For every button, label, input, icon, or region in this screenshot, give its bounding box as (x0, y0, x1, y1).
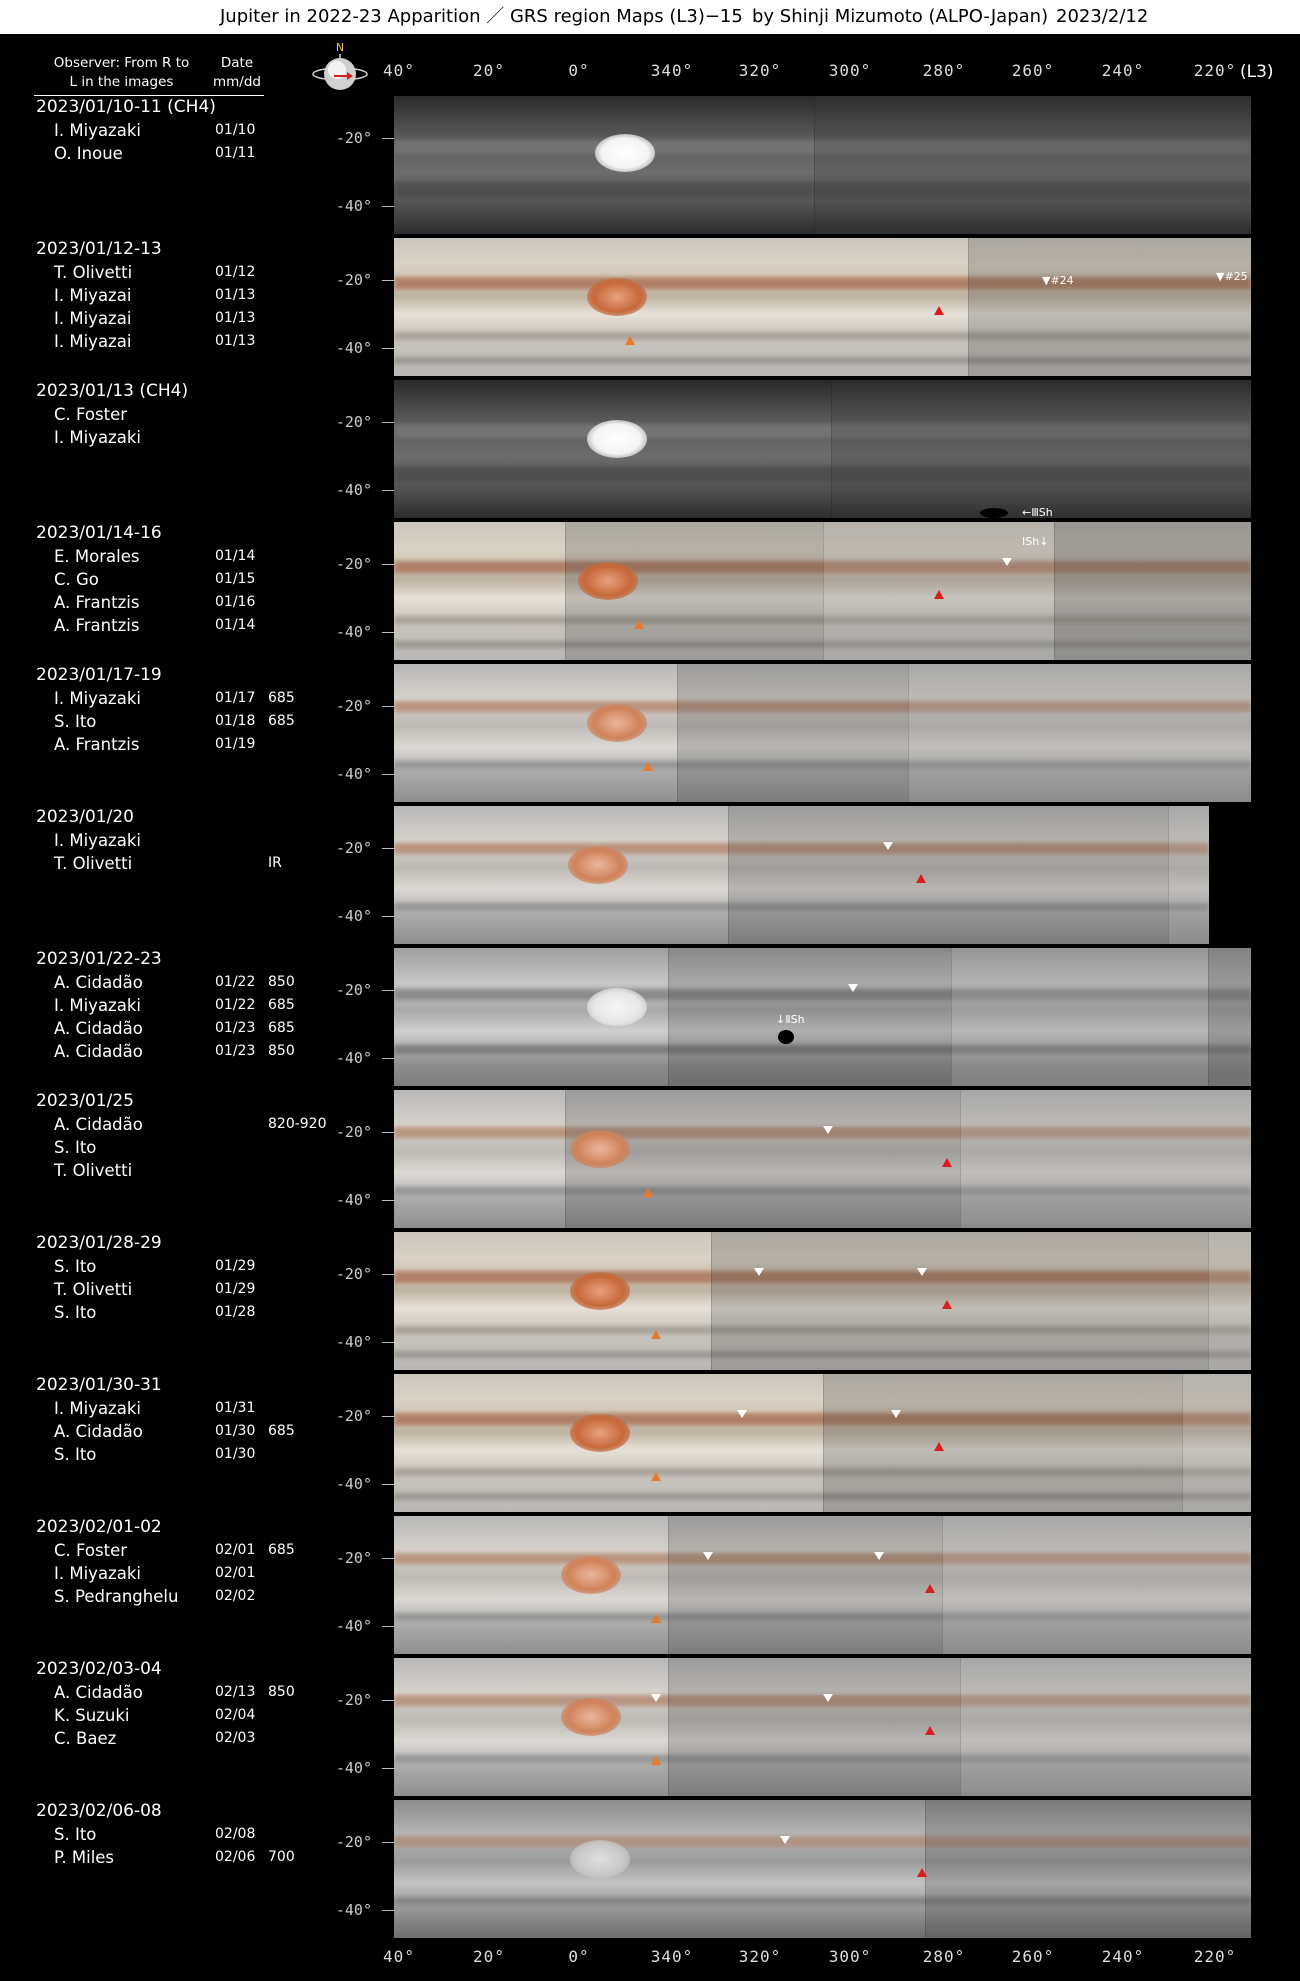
date-header-label: Date mm/dd (213, 55, 261, 90)
white-marker-icon (848, 984, 858, 992)
red-marker-icon (942, 1158, 952, 1167)
observer-row (0, 142, 320, 165)
observer-name: O. Inoue (54, 144, 123, 163)
observer-row (0, 1017, 320, 1040)
observer-row (0, 614, 320, 637)
observation-date: 01/14 (215, 548, 256, 564)
filter-wavelength: 685 (268, 1020, 295, 1036)
observer-row (0, 710, 320, 733)
great-red-spot (570, 1130, 630, 1168)
map-strip (394, 238, 1251, 376)
observer-name: A. Frantzis (54, 735, 140, 754)
observer-row (0, 1113, 327, 1136)
great-red-spot (568, 846, 628, 884)
mosaic-segment (951, 948, 1251, 1086)
latitude-label: -40° (335, 765, 372, 783)
map-title: Jupiter in 2022-23 Apparition ／ GRS region Maps (L3)−15 (220, 6, 743, 27)
great-red-spot (578, 562, 638, 600)
observer-row (0, 1823, 320, 1846)
latitude-tick (382, 1200, 394, 1201)
latitude-tick (382, 1842, 394, 1843)
white-marker-icon (891, 1410, 901, 1418)
compass-icon (312, 40, 368, 96)
observer-row (0, 971, 320, 994)
latitude-tick (382, 138, 394, 139)
latitude-label: -20° (335, 1123, 372, 1141)
observer-row (0, 1040, 320, 1063)
latitude-label: -20° (335, 1549, 372, 1567)
white-marker-icon (883, 842, 893, 850)
latitude-tick (382, 632, 394, 633)
observer-name: I. Miyazaki (54, 996, 141, 1015)
latitude-label: -20° (335, 1407, 372, 1425)
observer-name: A. Frantzis (54, 593, 140, 612)
white-marker-icon (651, 1694, 661, 1702)
orange-marker-icon (643, 762, 653, 771)
latitude-tick (382, 1910, 394, 1911)
satellite-shadow-label: ⅠSh↓ (1022, 535, 1049, 548)
latitude-label: -20° (335, 1265, 372, 1283)
observation-date: 01/22 (215, 997, 256, 1013)
latitude-tick (382, 990, 394, 991)
latitude-label: -40° (335, 1049, 372, 1067)
section-date-label: 2023/01/28-29 (36, 1233, 162, 1253)
observer-name: A. Cidadão (54, 973, 143, 992)
section-date-label: 2023/01/13 (CH4) (36, 381, 189, 401)
observation-date: 01/22 (215, 974, 256, 990)
observer-name: I. Miyazai (54, 286, 132, 305)
observation-date: 01/29 (215, 1281, 256, 1297)
orange-marker-icon (651, 1756, 661, 1765)
mosaic-segment (814, 96, 1251, 234)
latitude-label: -20° (335, 839, 372, 857)
latitude-label: -20° (335, 981, 372, 999)
latitude-tick (382, 1274, 394, 1275)
latitude-label: -40° (335, 1617, 372, 1635)
longitude-label-top: 20° (473, 61, 505, 80)
white-marker-icon (754, 1268, 764, 1276)
mosaic-segment (1208, 1232, 1251, 1370)
mosaic-segment (728, 806, 1209, 944)
latitude-tick (382, 1768, 394, 1769)
observer-name: A. Frantzis (54, 616, 140, 635)
observer-name: I. Miyazaki (54, 1564, 141, 1583)
section-date-label: 2023/01/25 (36, 1091, 134, 1111)
longitude-label-bottom: 0° (568, 1947, 590, 1966)
observer-name: T. Olivetti (54, 1280, 133, 1299)
svg-text:N: N (335, 41, 345, 54)
observer-name: A. Cidadão (54, 1683, 143, 1702)
orange-marker-icon (651, 1614, 661, 1623)
section-date-label: 2023/01/14-16 (36, 523, 162, 543)
system-label: (L3) (1240, 62, 1274, 82)
observer-row (0, 1704, 320, 1727)
observation-date: 01/30 (215, 1446, 256, 1462)
author-credit: by Shinji Mizumoto (ALPO-Japan) (752, 6, 1049, 27)
red-marker-icon (934, 1442, 944, 1451)
observation-date: 01/30 (215, 1423, 256, 1439)
observer-name: T. Olivetti (54, 263, 133, 282)
filter-wavelength: 685 (268, 1542, 295, 1558)
longitude-label-top: 340° (650, 61, 694, 80)
latitude-tick (382, 706, 394, 707)
latitude-label: -20° (335, 1833, 372, 1851)
observer-name: I. Miyazai (54, 309, 132, 328)
observer-row (0, 1136, 320, 1159)
latitude-label: -20° (335, 271, 372, 289)
filter-wavelength: 685 (268, 690, 295, 706)
latitude-label: -40° (335, 1759, 372, 1777)
map-strip (394, 1658, 1251, 1796)
section-date-label: 2023/02/03-04 (36, 1659, 162, 1679)
longitude-label-top: 220° (1193, 61, 1237, 80)
latitude-tick (382, 564, 394, 565)
observation-date: 01/17 (215, 690, 256, 706)
observer-name: S. Ito (54, 1138, 97, 1157)
mosaic-segment (1208, 948, 1251, 1086)
observer-row (0, 330, 320, 353)
great-red-spot (587, 704, 647, 742)
observation-date: 01/19 (215, 736, 256, 752)
title-bar (0, 0, 1300, 34)
longitude-label-top: 0° (568, 61, 590, 80)
mosaic-segment (908, 664, 1251, 802)
observer-row (0, 1443, 320, 1466)
latitude-label: -20° (335, 1691, 372, 1709)
latitude-label: -40° (335, 1901, 372, 1919)
observer-row (0, 426, 320, 449)
observer-row (0, 568, 320, 591)
observer-row (0, 545, 320, 568)
map-strip (394, 806, 1209, 944)
observer-name: S. Ito (54, 1257, 97, 1276)
latitude-tick (382, 1700, 394, 1701)
satellite-shadow-label: ↓ⅡSh (776, 1013, 805, 1026)
map-strip (394, 1516, 1251, 1654)
observer-name: A. Cidadão (54, 1019, 143, 1038)
longitude-label-bottom: 20° (473, 1947, 505, 1966)
longitude-label-bottom: 280° (922, 1947, 966, 1966)
observation-date: 01/18 (215, 713, 256, 729)
mosaic-segment (925, 1800, 1251, 1938)
observer-row (0, 733, 320, 756)
red-marker-icon (925, 1584, 935, 1593)
observer-row (0, 994, 320, 1017)
latitude-tick (382, 206, 394, 207)
great-red-spot (570, 1272, 630, 1310)
observer-name: C. Foster (54, 405, 128, 424)
observer-row (0, 1397, 320, 1420)
map-strip (394, 522, 1251, 660)
spot-25-label: ▼#25 (1216, 270, 1248, 283)
mosaic-segment (1182, 1374, 1251, 1512)
observation-date: 01/13 (215, 333, 256, 349)
observer-row (0, 1159, 320, 1182)
observer-row (0, 1846, 320, 1869)
white-marker-icon (780, 1836, 790, 1844)
filter-wavelength: 685 (268, 713, 295, 729)
latitude-label: -40° (335, 197, 372, 215)
filter-wavelength: 850 (268, 974, 295, 990)
observation-date: 01/10 (215, 122, 256, 138)
latitude-label: -40° (335, 339, 372, 357)
observer-name: K. Suzuki (54, 1706, 130, 1725)
white-marker-icon (917, 1268, 927, 1276)
latitude-label: -40° (335, 1191, 372, 1209)
observation-date: 01/11 (215, 145, 256, 161)
red-marker-icon (934, 590, 944, 599)
latitude-tick (382, 774, 394, 775)
latitude-tick (382, 1558, 394, 1559)
map-strip (394, 664, 1251, 802)
white-marker-icon (823, 1126, 833, 1134)
great-red-spot (587, 988, 647, 1026)
latitude-tick (382, 280, 394, 281)
filter-wavelength: 850 (268, 1043, 295, 1059)
filter-wavelength: 850 (268, 1684, 295, 1700)
observer-row (0, 1420, 320, 1443)
section-date-label: 2023/01/10-11 (CH4) (36, 97, 216, 117)
observer-name: I. Miyazaki (54, 689, 141, 708)
observer-name: T. Olivetti (54, 854, 133, 873)
red-marker-icon (942, 1300, 952, 1309)
orange-marker-icon (625, 336, 635, 345)
satellite-shadow-dot (778, 1030, 794, 1044)
observation-date: 02/06 (215, 1849, 256, 1865)
orange-marker-icon (643, 1188, 653, 1197)
observer-name: A. Cidadão (54, 1042, 143, 1061)
section-date-label: 2023/01/12-13 (36, 239, 162, 259)
white-marker-icon (1002, 558, 1012, 566)
observer-row (0, 403, 320, 426)
white-marker-icon (874, 1552, 884, 1560)
longitude-label-bottom: 340° (650, 1947, 694, 1966)
observer-row (0, 1255, 320, 1278)
white-marker-icon (703, 1552, 713, 1560)
observation-date: 01/23 (215, 1020, 256, 1036)
latitude-label: -20° (335, 129, 372, 147)
section-date-label: 2023/01/20 (36, 807, 134, 827)
great-red-spot (587, 278, 647, 316)
observer-row (0, 1278, 320, 1301)
latitude-label: -20° (335, 555, 372, 573)
observer-name: A. Cidadão (54, 1422, 143, 1441)
observer-row (0, 1539, 320, 1562)
observer-row (0, 829, 320, 852)
orange-marker-icon (651, 1330, 661, 1339)
latitude-tick (382, 916, 394, 917)
observer-name: T. Olivetti (54, 1161, 133, 1180)
map-strip (394, 1800, 1251, 1938)
observer-name: I. Miyazaki (54, 428, 141, 447)
latitude-tick (382, 1484, 394, 1485)
latitude-tick (382, 422, 394, 423)
observer-row (0, 687, 320, 710)
observer-row (0, 261, 320, 284)
observation-date: 02/02 (215, 1588, 256, 1604)
observation-date: 01/29 (215, 1258, 256, 1274)
observer-row (0, 1585, 320, 1608)
observation-date: 02/04 (215, 1707, 256, 1723)
section-date-label: 2023/02/01-02 (36, 1517, 162, 1537)
observation-date: 02/01 (215, 1542, 256, 1558)
filter-wavelength: IR (268, 855, 282, 871)
longitude-label-top: 320° (738, 61, 782, 80)
observation-date: 01/12 (215, 264, 256, 280)
longitude-label-bottom: 260° (1011, 1947, 1055, 1966)
observer-name: S. Ito (54, 712, 97, 731)
longitude-label-bottom: 240° (1101, 1947, 1145, 1966)
filter-wavelength: 820-920 (268, 1116, 327, 1132)
observation-date: 01/14 (215, 617, 256, 633)
latitude-label: -20° (335, 697, 372, 715)
longitude-label-top: 40° (383, 61, 415, 80)
observer-name: I. Miyazaki (54, 831, 141, 850)
orange-marker-icon (651, 1472, 661, 1481)
observation-date: 01/13 (215, 310, 256, 326)
observer-row (0, 1562, 320, 1585)
latitude-label: -40° (335, 1475, 372, 1493)
filter-wavelength: 685 (268, 997, 295, 1013)
longitude-label-top: 240° (1101, 61, 1145, 80)
filter-wavelength: 700 (268, 1849, 295, 1865)
latitude-label: -40° (335, 907, 372, 925)
observer-name: S. Ito (54, 1825, 97, 1844)
section-date-label: 2023/01/30-31 (36, 1375, 162, 1395)
latitude-tick (382, 1342, 394, 1343)
great-red-spot (561, 1698, 621, 1736)
mosaic-segment (1054, 522, 1251, 660)
observation-date: 01/23 (215, 1043, 256, 1059)
observer-header-label: Observer: From R to L in the images (53, 55, 190, 90)
observer-row (0, 284, 320, 307)
observer-row (0, 307, 320, 330)
latitude-tick (382, 1058, 394, 1059)
observation-date: 02/03 (215, 1730, 256, 1746)
observer-name: P. Miles (54, 1848, 115, 1867)
satellite-shadow-label: ←ⅢSh (1022, 506, 1053, 519)
observer-row (0, 1727, 320, 1750)
section-date-label: 2023/01/17-19 (36, 665, 162, 685)
observer-row (0, 591, 320, 614)
red-marker-icon (925, 1726, 935, 1735)
observer-row (0, 852, 320, 875)
longitude-label-bottom: 300° (828, 1947, 872, 1966)
map-strip (394, 1090, 1251, 1228)
observation-date: 02/08 (215, 1826, 256, 1842)
observation-date: 02/01 (215, 1565, 256, 1581)
satellite-shadow-dot (980, 508, 1008, 518)
observation-date: 01/28 (215, 1304, 256, 1320)
latitude-tick (382, 348, 394, 349)
white-marker-icon (737, 1410, 747, 1418)
observation-date: 01/16 (215, 594, 256, 610)
great-red-spot (595, 134, 655, 172)
observer-name: C. Baez (54, 1729, 117, 1748)
mosaic-segment (1168, 806, 1209, 944)
observation-date: 02/13 (215, 1684, 256, 1700)
mosaic-segment (960, 1090, 1251, 1228)
observer-name: C. Foster (54, 1541, 128, 1560)
observation-date: 01/13 (215, 287, 256, 303)
great-red-spot (570, 1840, 630, 1878)
great-red-spot (587, 420, 647, 458)
observation-date: 01/15 (215, 571, 256, 587)
latitude-tick (382, 1626, 394, 1627)
spot-24-label: ▼#24 (1042, 274, 1074, 287)
observer-name: I. Miyazaki (54, 121, 141, 140)
longitude-label-bottom: 320° (738, 1947, 782, 1966)
mosaic-segment (711, 1232, 1251, 1370)
latitude-label: -40° (335, 1333, 372, 1351)
observer-name: S. Ito (54, 1303, 97, 1322)
red-marker-icon (934, 306, 944, 315)
white-marker-icon (823, 1694, 833, 1702)
great-red-spot (570, 1414, 630, 1452)
section-date-label: 2023/01/22-23 (36, 949, 162, 969)
map-strip (394, 1232, 1251, 1370)
orange-marker-icon (634, 620, 644, 629)
red-marker-icon (917, 1868, 927, 1877)
great-red-spot (561, 1556, 621, 1594)
publication-date: 2023/2/12 (1056, 6, 1149, 27)
latitude-tick (382, 1132, 394, 1133)
map-strip (394, 948, 1251, 1086)
latitude-tick (382, 1416, 394, 1417)
observer-name: I. Miyazaki (54, 1399, 141, 1418)
observer-name: S. Ito (54, 1445, 97, 1464)
longitude-label-top: 300° (828, 61, 872, 80)
observer-row (0, 1301, 320, 1324)
observer-name: I. Miyazai (54, 332, 132, 351)
observer-name: E. Morales (54, 547, 140, 566)
section-date-label: 2023/02/06-08 (36, 1801, 162, 1821)
map-strip (394, 96, 1251, 234)
longitude-label-bottom: 40° (383, 1947, 415, 1966)
longitude-label-top: 260° (1011, 61, 1055, 80)
observer-row (0, 119, 320, 142)
observer-name: S. Pedranghelu (54, 1587, 179, 1606)
longitude-label-top: 280° (922, 61, 966, 80)
mosaic-segment (831, 380, 1251, 518)
observation-date: 01/31 (215, 1400, 256, 1416)
map-strip (394, 1374, 1251, 1512)
mosaic-segment (968, 238, 1251, 376)
latitude-label: -20° (335, 413, 372, 431)
red-marker-icon (916, 874, 926, 883)
mosaic-segment (960, 1658, 1251, 1796)
latitude-tick (382, 848, 394, 849)
mosaic-segment (942, 1516, 1251, 1654)
filter-wavelength: 685 (268, 1423, 295, 1439)
map-strip (394, 380, 1251, 518)
observer-row (0, 1681, 320, 1704)
observer-name: A. Cidadão (54, 1115, 143, 1134)
latitude-tick (382, 490, 394, 491)
longitude-label-bottom: 220° (1193, 1947, 1237, 1966)
observer-name: C. Go (54, 570, 99, 589)
latitude-label: -40° (335, 481, 372, 499)
latitude-label: -40° (335, 623, 372, 641)
